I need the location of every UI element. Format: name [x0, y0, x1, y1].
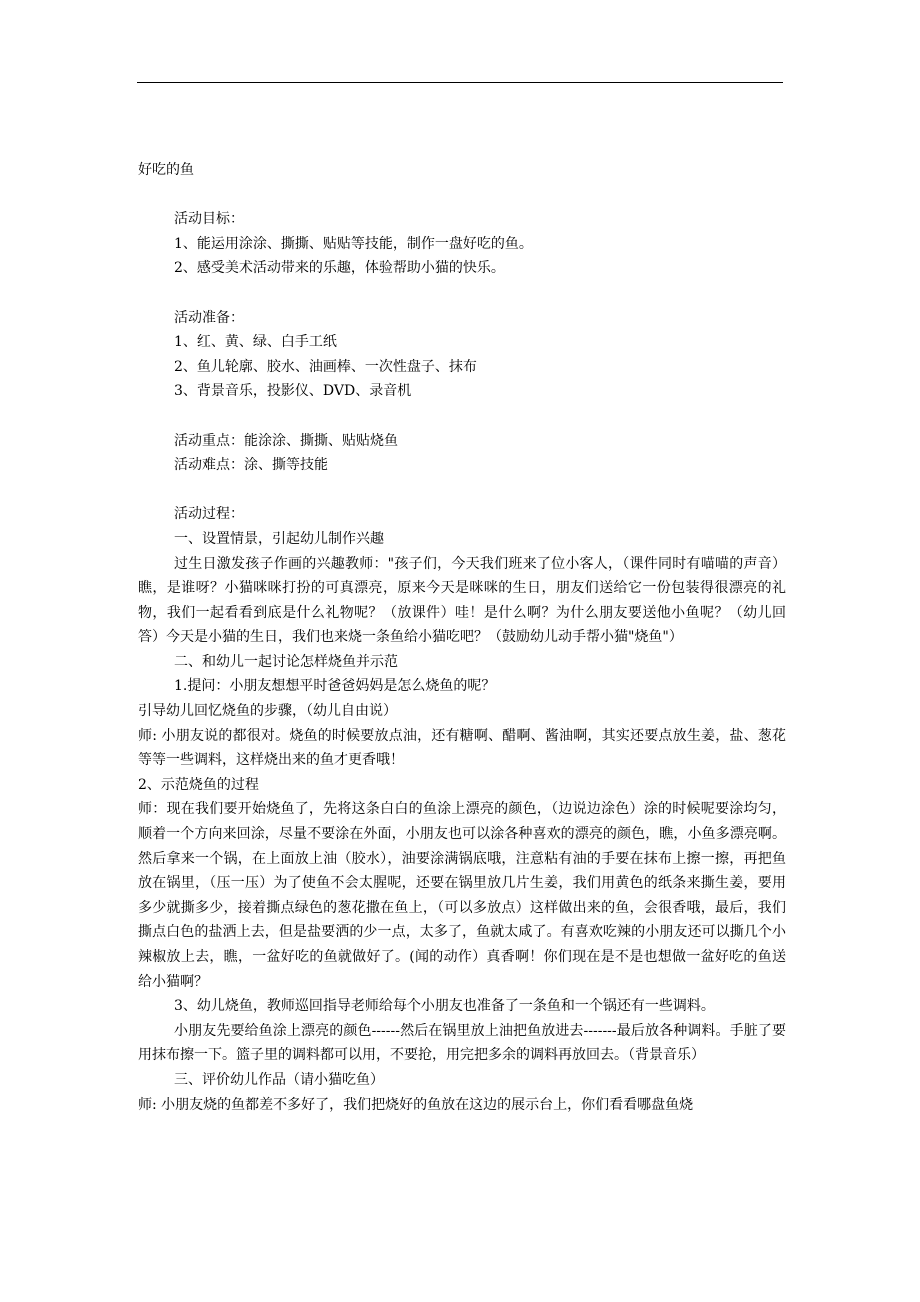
- document-title: 好吃的鱼: [138, 162, 194, 178]
- step2-teacher-paragraph: 师: 小朋友说的都很对。烧鱼的时候要放点油，还有糖啊、醋啊、酱油啊，其实还要点放生姜，盐、葱花等等一些调料，这样烧出来的鱼才更香哦！: [138, 727, 786, 769]
- header-rule: [137, 82, 783, 83]
- goals-heading: 活动目标：: [174, 211, 244, 228]
- prep-heading: 活动准备：: [174, 309, 244, 326]
- step1-title: 一、设置情景，引起幼儿制作兴趣: [174, 530, 384, 547]
- spacer: [138, 281, 786, 306]
- step4-title: 三、评价幼儿作品（请小猫吃鱼）: [174, 1071, 384, 1088]
- step2-demo-title: 2、示范烧鱼的过程: [138, 776, 259, 793]
- spacer: [138, 404, 786, 429]
- step2-guide: 引导幼儿回忆烧鱼的步骤，（幼儿自由说）: [138, 703, 397, 720]
- focus-line: 活动重点：能涂涂、撕撕、贴贴烧鱼: [174, 432, 398, 449]
- difficulty-line: 活动难点：涂、撕等技能: [174, 457, 328, 474]
- step3-line: 3、幼儿烧鱼，教师巡回指导老师给每个小朋友也准备了一条鱼和一个锅还有一些调料。: [174, 998, 715, 1015]
- step1-paragraph: 过生日激发孩子作画的兴趣教师："孩子们，今天我们班来了位小客人，（课件同时有喵喵的声音）瞧，是谁呀？小猫咪咪打扮的可真漂亮，原来今天是咪咪的生日，朋友们送给它一份包装得很漂亮的礼物，我们一起看看到底是什么礼物呢？（放课件）哇！是什么啊？为什么朋友要送他小鱼呢？（幼儿回答）今天是小猫的生日，我们也来烧一条鱼给小猫吃吧？（鼓励幼儿动手帮小猫"烧鱼"）: [138, 555, 786, 646]
- step4-paragraph: 师: 小朋友烧的鱼都差不多好了，我们把烧好的鱼放在这边的展示台上，你们看看哪盘鱼烧: [138, 1096, 694, 1113]
- goal-item: 1、能运用涂涂、撕撕、贴贴等技能，制作一盘好吃的鱼。: [174, 235, 533, 252]
- step3-paragraph: 小朋友先要给鱼涂上漂亮的颜色------然后在锅里放上油把鱼放进去-------最后放各种调料。手脏了要用抹布擦一下。篮子里的调料都可以用，不要抢，用完把多余的调料再放回去。（背景音乐）: [138, 1022, 786, 1064]
- step2-demo-paragraph: 师：现在我们要开始烧鱼了，先将这条白白的鱼涂上漂亮的颜色，（边说边涂色）涂的时候呢要涂均匀，顺着一个方向来回涂，尽量不要涂在外面，小朋友也可以涂各种喜欢的漂亮的颜色，瞧，小鱼多漂亮啊。然后拿来一个锅，在上面放上油（胶水），油要涂满锅底哦，注意粘有油的手要在抹布上擦一擦，再把鱼放在锅里，（压一压）为了使鱼不会太腥呢，还要在锅里放几片生姜，我们用黄色的纸条来撕生姜，要用多少就撕多少，接着撕点绿色的葱花撒在鱼上，（可以多放点）这样做出来的鱼，会很香哦，最后，我们撕点白色的盐洒上去，但是盐要洒的少一点，太多了，鱼就太咸了。有喜欢吃辣的小朋友还可以撕几个小辣椒放上去，瞧，一盆好吃的鱼就做好了。(闻的动作）真香啊！你们现在是不是也想做一盆好吃的鱼送给小猫啊？: [138, 801, 786, 990]
- process-heading: 活动过程：: [174, 506, 244, 523]
- spacer: [138, 478, 786, 503]
- goal-item: 2、感受美术活动带来的乐趣，体验帮助小猫的快乐。: [174, 260, 505, 277]
- step2-title: 二、和幼儿一起讨论怎样烧鱼并示范: [174, 653, 398, 670]
- document-body: [138, 158, 786, 1117]
- prep-item: 2、鱼儿轮廓、胶水、油画棒、一次性盘子、抹布: [174, 358, 477, 375]
- prep-item: 1、红、黄、绿、白手工纸: [174, 334, 337, 351]
- step2-question: 1.提问：小朋友想想平时爸爸妈妈是怎么烧鱼的呢？: [174, 678, 496, 695]
- spacer: [138, 183, 786, 208]
- prep-item: 3、背景音乐，投影仪、DVD、录音机: [174, 383, 412, 400]
